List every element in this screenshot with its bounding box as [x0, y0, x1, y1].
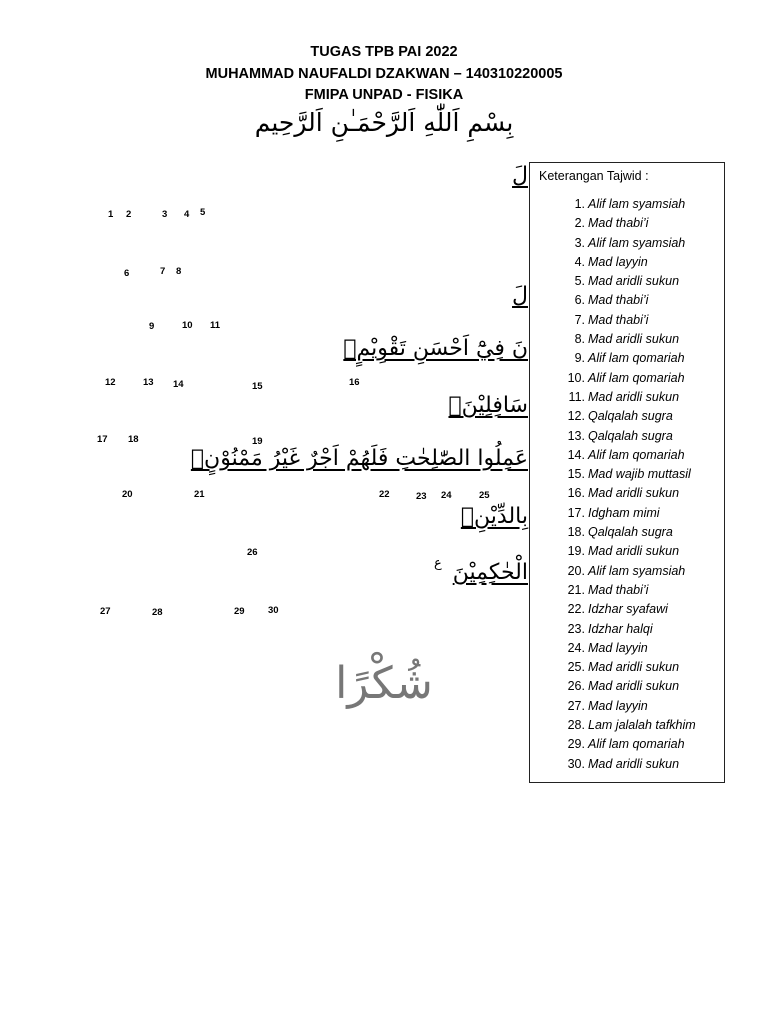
marker-number: 7 — [160, 266, 166, 277]
legend-item-label: Alif lam syamsiah — [588, 563, 686, 578]
legend-item-number: 20. — [567, 563, 585, 578]
ruku-sign: ع — [434, 556, 442, 571]
marker-number: 30 — [268, 605, 279, 616]
legend-item — [530, 409, 696, 428]
marker-number: 9 — [149, 321, 155, 332]
legend-item-number: 7. — [574, 312, 585, 327]
marker-number: 21 — [194, 489, 205, 500]
legend-item-label: Mad thabi’i — [588, 312, 649, 327]
legend-item-label: Mad layyin — [588, 254, 648, 269]
legend-item-label: Alif lam syamsiah — [588, 235, 686, 250]
legend-item — [530, 216, 696, 235]
legend-item — [530, 429, 696, 448]
marker-number: 2 — [126, 209, 132, 220]
legend-item — [530, 757, 696, 776]
legend-item-number: 22. — [567, 602, 585, 617]
marker-number: 3 — [162, 209, 168, 220]
faculty-line: FMIPA UNPAD - FISIKA — [304, 87, 464, 103]
legend-item — [530, 467, 696, 486]
marker-number: 28 — [152, 607, 163, 618]
marker-number: 12 — [105, 377, 116, 388]
marker-number: 18 — [128, 434, 139, 445]
legend-item — [530, 525, 696, 544]
legend-item-label: Lam jalalah tafkhim — [588, 718, 696, 733]
marker-number: 23 — [416, 491, 427, 502]
legend-item-number: 30. — [567, 756, 585, 771]
legend-item-label: Mad aridli sukun — [588, 660, 680, 675]
legend-item-number: 11. — [568, 389, 585, 404]
marker-number: 25 — [479, 490, 490, 501]
marker-number: 15 — [252, 381, 263, 392]
marker-number: 16 — [349, 377, 360, 388]
marker-number: 19 — [252, 436, 263, 447]
legend-item — [530, 486, 696, 505]
ayah-line-3 — [343, 336, 528, 361]
legend-item — [530, 197, 696, 216]
legend-item-number: 12. — [567, 409, 585, 424]
legend-item-label: Mad layyin — [588, 698, 648, 713]
legend-item-number: 3. — [574, 235, 585, 250]
ayah-line-4 — [448, 393, 528, 418]
legend-item — [530, 718, 696, 737]
marker-number: 4 — [184, 209, 190, 220]
legend-item-label: Mad thabi’i — [588, 293, 649, 308]
marker-number: 22 — [379, 489, 390, 500]
ayah-fragment: سَافِلِيْنَۙ — [448, 393, 528, 418]
marker-number: 6 — [124, 268, 130, 279]
legend-item-label: Mad aridli sukun — [588, 274, 680, 289]
marker-number: 8 — [176, 266, 182, 277]
legend-item — [530, 332, 696, 351]
legend-item-label: Mad aridli sukun — [588, 332, 680, 347]
legend-item-number: 16. — [567, 486, 585, 501]
legend-item-label: Mad aridli sukun — [588, 486, 680, 501]
legend-item-label: Mad thabi’i — [588, 216, 649, 231]
legend-item-label: Alif lam syamsiah — [588, 197, 686, 211]
marker-number: 29 — [234, 606, 245, 617]
legend-item — [530, 544, 696, 563]
legend-item-number: 14. — [567, 447, 585, 462]
legend-item-label: Mad aridli sukun — [588, 756, 680, 771]
legend-item-label: Idzhar halqi — [588, 621, 653, 636]
legend-item — [530, 564, 696, 583]
legend-item-label: Mad thabi’i — [588, 582, 649, 597]
legend-item-label: Idgham mimi — [588, 505, 660, 520]
legend-item-number: 8. — [574, 332, 585, 347]
legend-item-label: Mad aridli sukun — [588, 544, 680, 559]
legend-item-number: 26. — [567, 679, 585, 694]
ayah-line-7 — [453, 560, 528, 585]
legend-item-label: Qalqalah sugra — [588, 428, 673, 443]
legend-item-number: 1. — [574, 197, 585, 211]
legend-item — [530, 351, 696, 370]
legend-item-label: Mad wajib muttasil — [588, 467, 691, 482]
ayah-line-1 — [512, 163, 528, 188]
legend-item — [530, 390, 696, 409]
legend-item — [530, 293, 696, 312]
legend-item-number: 9. — [574, 351, 585, 366]
legend-item-number: 23. — [567, 621, 585, 636]
title-line: TUGAS TPB PAI 2022 — [310, 44, 458, 60]
legend-item — [530, 255, 696, 274]
ayah-line-5 — [191, 446, 528, 471]
legend-item-label: Alif lam qomariah — [588, 737, 685, 752]
legend-item — [530, 313, 696, 332]
marker-number: 14 — [173, 379, 184, 390]
legend-item — [530, 236, 696, 255]
marker-number: 27 — [100, 606, 111, 617]
marker-number: 1 — [108, 209, 114, 220]
ayah-fragment: الْحٰكِمِيْنَ — [452, 560, 528, 585]
marker-number: 10 — [182, 320, 193, 331]
legend-item-label: Idzhar syafawi — [588, 602, 668, 617]
ayah-fragment: بِالدِّيْنِۗ — [460, 504, 528, 529]
closing-word: شُكْرًا — [335, 658, 433, 709]
legend-item-number: 27. — [567, 698, 585, 713]
ayah-fragment: ِعَمِلُوا الصّٰلِحٰتِ فَلَهُمْ اَجْرٌ غَيْرُ مَمْنُوْنٍۗ — [190, 446, 528, 471]
legend-item-number: 6. — [574, 293, 585, 308]
ayah-fragment: نَ فِيْٓ اَحْسَنِ تَقْوِيْمٍۖ — [343, 336, 528, 361]
legend-item — [530, 583, 696, 602]
legend-item — [530, 274, 696, 293]
legend-item — [530, 448, 696, 467]
legend-item-number: 10. — [567, 370, 585, 385]
legend-item-number: 25. — [567, 660, 585, 675]
legend-item — [530, 371, 696, 390]
legend-item-number: 24. — [567, 640, 585, 655]
legend-item-number: 28. — [567, 718, 585, 733]
marker-number: 5 — [200, 207, 206, 218]
legend-item-number: 18. — [567, 525, 585, 540]
author-line: MUHAMMAD NAUFALDI DZAKWAN – 140310220005 — [205, 66, 563, 82]
legend-item-number: 15. — [567, 467, 585, 482]
marker-number: 26 — [247, 547, 258, 558]
legend-item-number: 2. — [574, 216, 585, 231]
legend-item — [530, 737, 696, 756]
legend-item-number: 17. — [567, 505, 585, 520]
legend-item-number: 4. — [574, 254, 585, 269]
legend-item-number: 5. — [574, 274, 585, 289]
legend-item-number: 29. — [567, 737, 585, 752]
ayah-line-2 — [512, 283, 528, 308]
marker-number: 20 — [122, 489, 133, 500]
legend-title: Keterangan Tajwid : — [539, 169, 649, 183]
legend-item-label: Qalqalah sugra — [588, 409, 673, 424]
legend-item-label: Alif lam qomariah — [588, 447, 685, 462]
marker-number: 24 — [441, 490, 452, 501]
legend-item-number: 21. — [567, 582, 585, 597]
legend-item-label: Mad layyin — [588, 640, 648, 655]
marker-number: 17 — [97, 434, 108, 445]
legend-item-label: Qalqalah sugra — [588, 525, 673, 540]
marker-number: 13 — [143, 377, 154, 388]
legend-item-number: 19. — [567, 544, 585, 559]
marker-number: 11 — [210, 320, 221, 331]
legend-item-label: Mad aridli sukun — [588, 389, 680, 404]
legend-item-label: Alif lam qomariah — [588, 351, 685, 366]
legend-item — [530, 622, 696, 641]
basmala: بِسْمِ اَللّٰهِ اَلرَّحْمَـٰنِ اَلرَّحِيم — [254, 108, 514, 137]
ayah-line-6 — [461, 504, 528, 529]
legend-item — [530, 602, 696, 621]
ayah-fragment: لَ — [512, 283, 528, 308]
ayah-fragment: لَ — [512, 163, 528, 188]
legend-item-label: Mad aridli sukun — [588, 679, 680, 694]
legend-item-number: 13. — [567, 428, 585, 443]
legend-item — [530, 506, 696, 525]
legend-item-label: Alif lam qomariah — [588, 370, 685, 385]
